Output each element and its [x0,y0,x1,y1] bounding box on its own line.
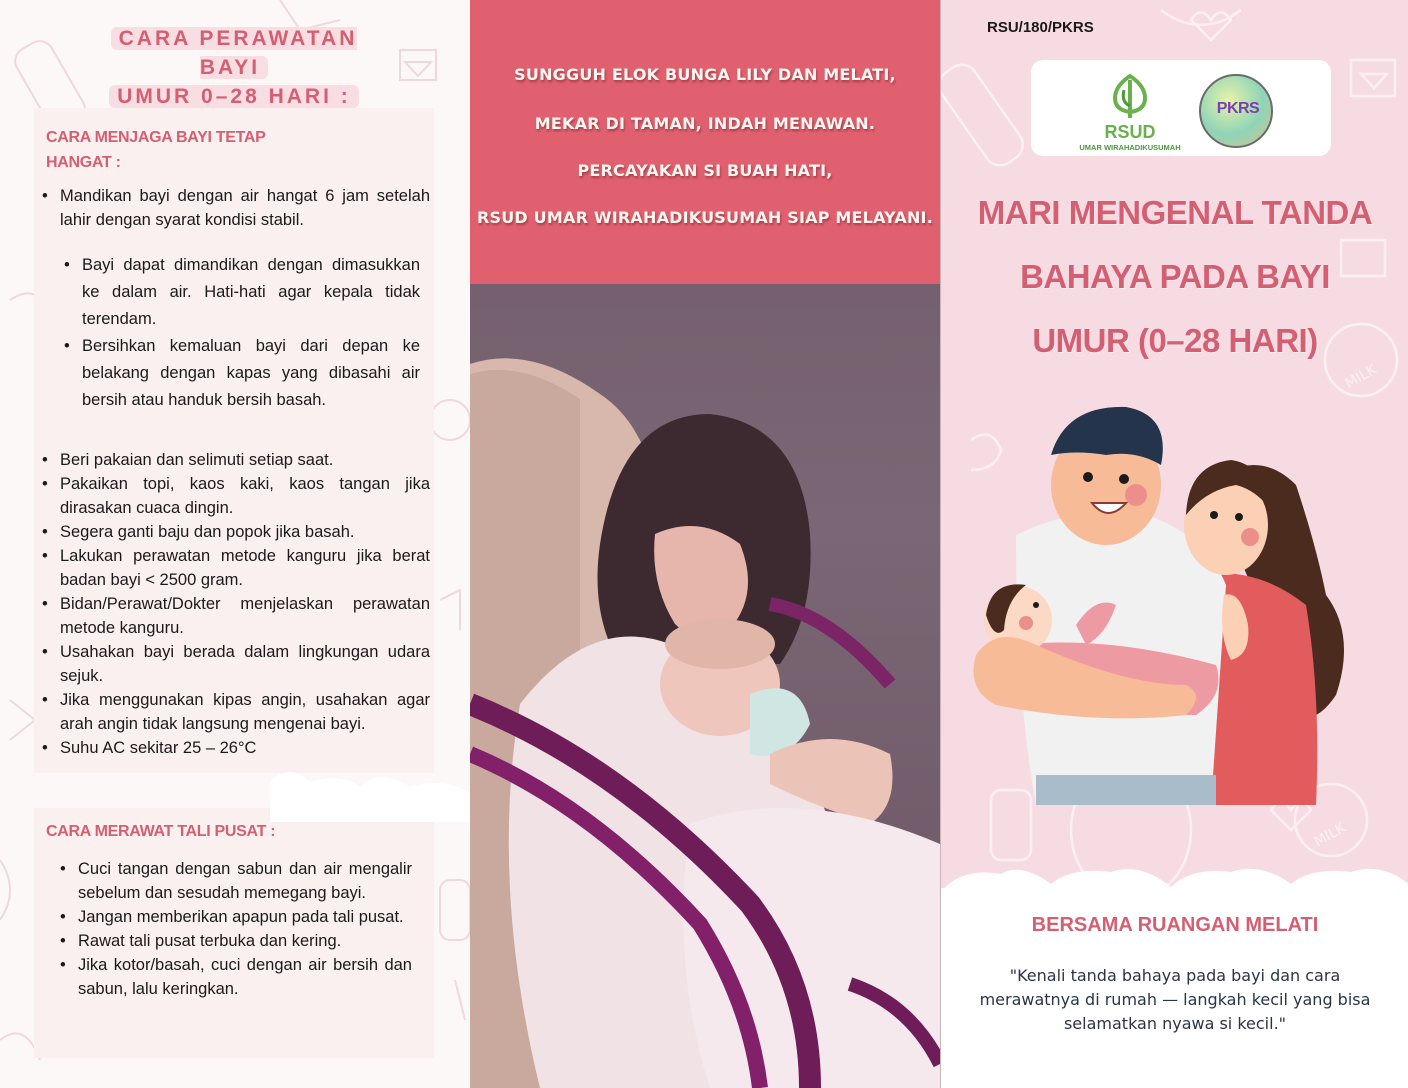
list-item: • Bayi dapat dimandikan dengan dimasukkan ke dalam air. Hati-hati agar kepala tidak terendam. [60,252,420,333]
cover-title-line-3: UMUR (0–28 HARI) [1032,322,1318,359]
poem-line-1: SUNGGUH ELOK BUNGA LILY DAN MELATI, [514,65,896,84]
list-item: • Bersihkan kemaluan bayi dari depan ke belakang dengan kapas yang dibasahi air bersih atau handuk bersih basah. [60,333,420,414]
list-item: • Segera ganti baju dan popok jika basah. [38,520,430,544]
list-item: • Bidan/Perawat/Dokter menjelaskan perawatan metode kanguru. [38,592,430,640]
left-panel-title [78,24,390,111]
cover-quote: "Kenali tanda bahaya pada bayi dan cara merawatnya di rumah — langkah kecil yang bisa selamatkan nyawa si kecil." [979,966,1371,1033]
svg-text:MILK: MILK [1342,361,1380,393]
rsud-logo-subtitle: UMAR WIRAHADIKUSUMAH [1079,143,1181,152]
document-code: RSU/180/PKRS [987,19,1094,36]
svg-text:MILK: MILK [1311,819,1349,851]
poem-line-4: RSUD UMAR WIRAHADIKUSUMAH SIAP MELAYANI. [477,208,933,227]
cord-list [56,857,412,1001]
cover-title-line-2: BAHAYA PADA BAYI [1020,258,1330,295]
list-item: • Lakukan perawatan metode kanguru jika berat badan bayi < 2500 gram. [38,544,430,592]
warm-more-list [38,448,430,760]
list-item: • Jika menggunakan kipas angin, usahakan agar arah angin tidak langsung mengenai bayi. [38,688,430,736]
pkrs-logo-text: PKRS [1216,100,1260,117]
rsud-logo [1075,72,1185,152]
room-subtitle: BERSAMA RUANGAN MELATI [1031,914,1319,936]
title-line-1: CARA PERAWATAN BAYI [111,27,358,79]
bath-sub-list [60,252,420,414]
poem-line-3: PERCAYAKAN SI BUAH HATI, [577,161,833,180]
poem-line-2: MEKAR DI TAMAN, INDAH MENAWAN. [534,114,876,133]
list-item: • Beri pakaian dan selimuti setiap saat. [38,448,430,472]
list-item: • Cuci tangan dengan sabun dan air mengalir sebelum dan sesudah memegang bayi. [56,857,412,905]
panel-middle-poem-photo [470,0,940,1088]
list-item: • Pakaikan topi, kaos kaki, kaos tangan jika dirasakan cuaca dingin. [38,472,430,520]
list-item: • Jika kotor/basah, cuci dengan air bersih dan sabun, lalu keringkan. [56,953,412,1001]
list-item: • Usahakan bayi berada dalam lingkungan udara sejuk. [38,640,430,688]
poem-box [470,0,940,284]
cover-title-line-1: MARI MENGENAL TANDA [977,194,1373,231]
warm-heading-line-1: CARA MENJAGA BAYI TETAP [46,129,266,146]
title-line-2: UMUR 0–28 HARI : [109,85,359,108]
warm-main-list [38,184,430,232]
list-item: • Rawat tali pusat terbuka dan kering. [56,929,412,953]
list-item: • Mandikan bayi dengan air hangat 6 jam setelah lahir dengan syarat kondisi stabil. [38,184,430,232]
rsud-logo-text: RSUD [1104,122,1156,142]
rsud-leaf-icon [1107,72,1153,118]
panel-left-care-guide [0,0,470,1088]
pkrs-logo [1199,74,1273,148]
list-item: • Suhu AC sekitar 25 – 26°C [38,736,430,760]
list-item: • Jangan memberikan apapun pada tali pusat. [56,905,412,929]
mother-baby-photo [470,284,940,1088]
cloud-shape-icon [270,762,470,822]
logo-box [1031,60,1331,156]
family-with-baby-illustration-icon [956,395,1376,805]
warm-heading-line-2: HANGAT : [46,154,121,171]
panel-right-cover [940,0,1408,1088]
cord-section-heading: CARA MERAWAT TALI PUSAT : [46,823,276,840]
warm-section-heading [46,125,266,175]
mother-baby-illustration-icon [470,284,940,1088]
